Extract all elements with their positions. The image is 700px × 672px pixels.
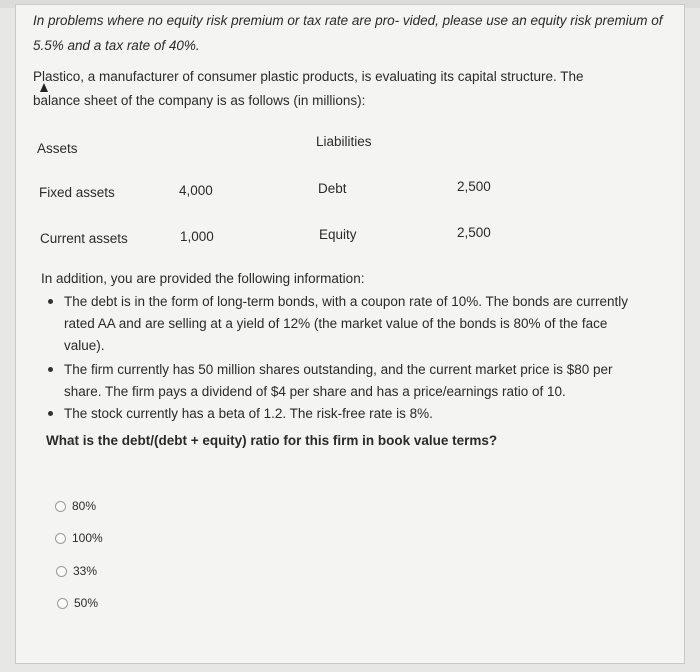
mouse-cursor-icon bbox=[40, 83, 48, 92]
radio-button[interactable] bbox=[57, 598, 68, 609]
bullet-dot-3 bbox=[48, 411, 53, 416]
asset-label-current: Current assets bbox=[40, 231, 128, 246]
asset-label-fixed: Fixed assets bbox=[39, 185, 115, 200]
bullet-2-line-1: The firm currently has 50 million shares outstanding, and the current market price is $80 per bbox=[64, 362, 613, 377]
additional-info-heading: In addition, you are provided the following information: bbox=[41, 271, 365, 286]
option-label[interactable]: 33% bbox=[73, 564, 98, 578]
liability-value-equity: 2,500 bbox=[457, 225, 491, 240]
question-card bbox=[15, 4, 685, 664]
bullet-2-line-2: share. The firm pays a dividend of $4 per share and has a price/earnings ratio of 10. bbox=[64, 384, 566, 399]
bullet-3-line-1: The stock currently has a beta of 1.2. The risk-free rate is 8%. bbox=[64, 406, 433, 421]
bullet-dot-2 bbox=[48, 367, 53, 372]
question-text: What is the debt/(debt + equity) ratio for this firm in book value terms? bbox=[46, 433, 498, 448]
option-label[interactable]: 80% bbox=[72, 499, 97, 513]
intro-line-2: 5.5% and a tax rate of 40%. bbox=[33, 38, 200, 53]
asset-value-fixed: 4,000 bbox=[179, 183, 213, 198]
option-label[interactable]: 50% bbox=[74, 596, 99, 610]
liability-label-equity: Equity bbox=[319, 227, 357, 242]
company-line-1: Plastico, a manufacturer of consumer plastic products, is evaluating its capital structure. The bbox=[33, 69, 584, 84]
liabilities-header: Liabilities bbox=[316, 134, 372, 149]
radio-button[interactable] bbox=[55, 533, 66, 544]
asset-value-current: 1,000 bbox=[180, 229, 214, 244]
assets-header: Assets bbox=[37, 141, 78, 156]
company-line-2: balance sheet of the company is as follows (in millions): bbox=[33, 93, 366, 108]
bullet-1-line-2: rated AA and are selling at a yield of 12% (the market value of the bonds is 80% of the face bbox=[64, 316, 608, 331]
bullet-dot-1 bbox=[48, 299, 53, 304]
bullet-1-line-3: value). bbox=[64, 338, 105, 353]
liability-label-debt: Debt bbox=[318, 181, 347, 196]
intro-line-1: In problems where no equity risk premium or tax rate are pro- vided, please use an equity risk premium of bbox=[33, 13, 663, 28]
option-label[interactable]: 100% bbox=[72, 531, 103, 545]
bullet-1-line-1: The debt is in the form of long-term bonds, with a coupon rate of 10%. The bonds are currently bbox=[64, 294, 629, 309]
radio-button[interactable] bbox=[56, 566, 67, 577]
radio-button[interactable] bbox=[55, 501, 66, 512]
liability-value-debt: 2,500 bbox=[457, 179, 491, 194]
